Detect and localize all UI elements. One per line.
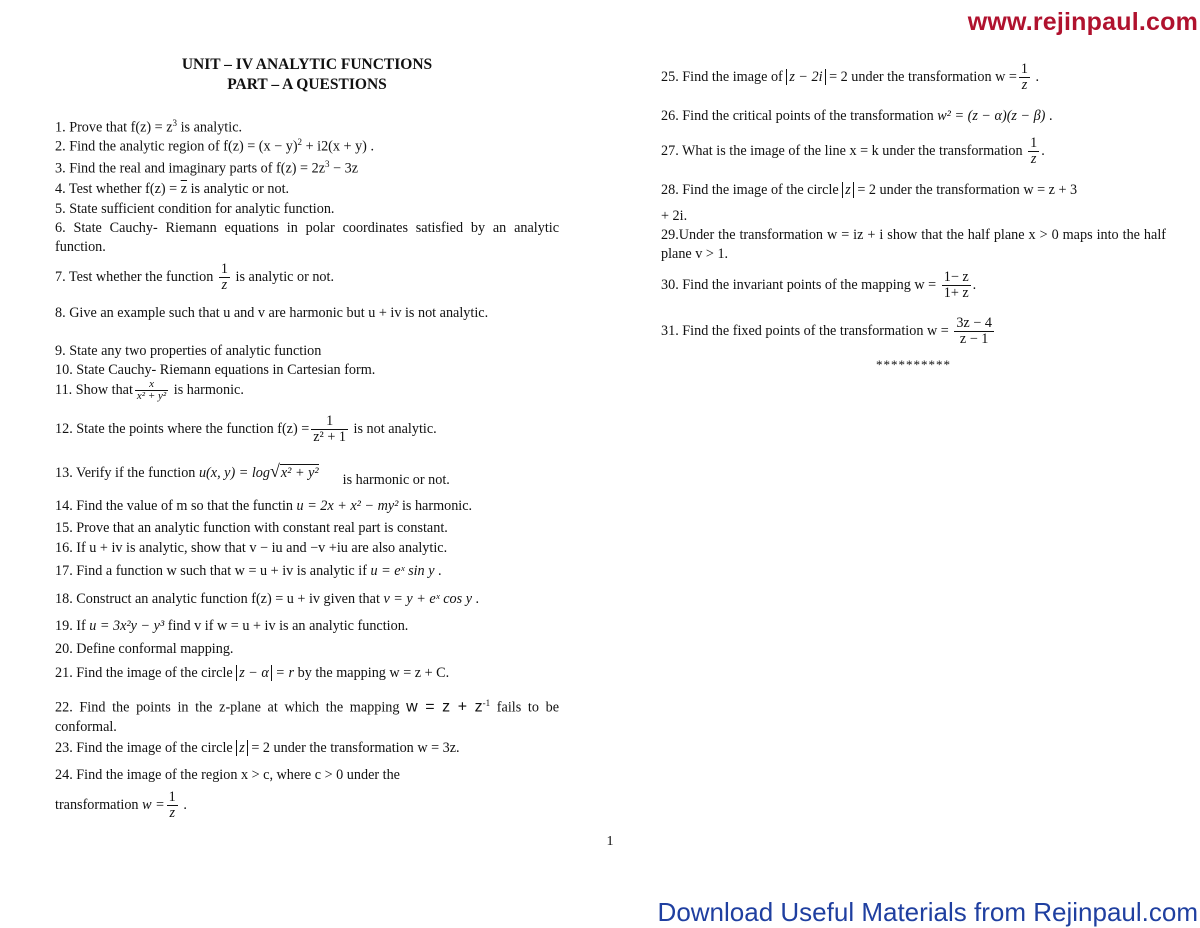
site-watermark: www.rejinpaul.com (967, 8, 1198, 36)
question-3: 3. Find the real and imaginary parts of $f(z) = 2z^3 - 3z$ (55, 159, 358, 177)
question-15: 15. Prove that an analytic function with constant real part is constant. (55, 520, 448, 536)
question-28: 28. Find the image of the circle z = 2 under the transformation w = z + 3 (661, 182, 1078, 198)
question-8: 8. Give an example such that u and v are harmonic but u + iv is not analytic. (55, 305, 489, 321)
question-29: 29.Under the transformation w = iz + i show that the half plane x > 0 maps into the half plane v > 1. (661, 227, 1166, 262)
question-16: 16. If u + iv is analytic, show that v − iu and −v +iu are also analytic. (55, 540, 448, 556)
download-link[interactable]: Download Useful Materials from Rejinpaul.com (657, 897, 1198, 927)
question-6: 6. State Cauchy- Riemann equations in polar coordinates satisfied by an analytic function. (55, 220, 559, 255)
question-18: 18. Construct an analytic function f(z) = u + iv given that v = y + eˣ cos y . (55, 591, 480, 607)
question-21: 21. Find the image of the circle z − α = r by the mapping w = z + C. (55, 665, 450, 681)
question-1: 1. Prove that $f(z) = z^3$ is analytic. (55, 118, 243, 136)
question-28-continued: + 2i. (661, 208, 688, 224)
question-9: 9. State any two properties of analytic function (55, 343, 322, 359)
question-14: 14. Find the value of m so that the functin u = 2x + x² − my² is harmonic. (55, 498, 473, 514)
question-25: 25. Find the image of z − 2i = 2 under the transformation w = $\frac{1}{z}$ . (661, 61, 1040, 93)
question-22: 22. Find the points in the z-plane at which the mapping $w = z + z^{-1}$ fails to be conformal. (55, 698, 559, 735)
page-number: 1 (606, 834, 614, 849)
question-23: 23. Find the image of the circle z = 2 under the transformation w = 3z. (55, 740, 460, 756)
question-5: 5. State sufficient condition for analytic function. (55, 201, 335, 217)
question-24: 24. Find the image of the region x > c, where c > 0 under the (55, 767, 400, 783)
question-30: 30. Find the invariant points of the mapping w = $\frac{1- z}{1+ z}$ . (661, 269, 977, 301)
unit-title: UNIT – IV ANALYTIC FUNCTIONS (181, 56, 433, 73)
question-17: 17. Find a function w such that w = u + iv is analytic if u = eˣ sin y . (55, 563, 442, 579)
question-11: 11. Show that $\frac{x}{\text{x² + y²}}$ is harmonic. (55, 378, 244, 402)
question-19: 19. If u = 3x²y − y³ find v if w = u + iv is an analytic function. (55, 618, 409, 634)
question-12: 12. State the points where the function f(z) = $\frac{1}{\text{z² + 1}}$ is not analytic. (55, 413, 437, 445)
question-13: 13. Verify if the function u(x, y) = log√x² + y²is harmonic or not. (55, 461, 450, 488)
question-20: 20. Define conformal mapping. (55, 641, 234, 657)
question-27: 27. What is the image of the line x = k under the transformation $\frac{1}{z}$ . (661, 135, 1045, 167)
part-title: PART – A QUESTIONS (227, 76, 387, 93)
end-marker: ********** (876, 357, 951, 372)
question-26: 26. Find the critical points of the transformation w² = (z − α)(z − β) . (661, 108, 1053, 124)
question-4: 4. Test whether $f(z) = \overline{z}$ is analytic or not. (55, 181, 290, 197)
question-2: 2. Find the analytic region of $f(z) = (x - y)^2 + i2(x + y)$ . (55, 137, 375, 155)
question-31: 31. Find the fixed points of the transformation w = $\frac{3z - 4}{z - 1}$ (661, 315, 992, 347)
question-24-continued: transformation w = $\frac{1}{z}$ . (55, 789, 187, 821)
question-10: 10. State Cauchy- Riemann equations in Cartesian form. (55, 362, 376, 378)
question-7: 7. Test whether the function $\frac{1}{z}$ is analytic or not. (55, 261, 335, 293)
